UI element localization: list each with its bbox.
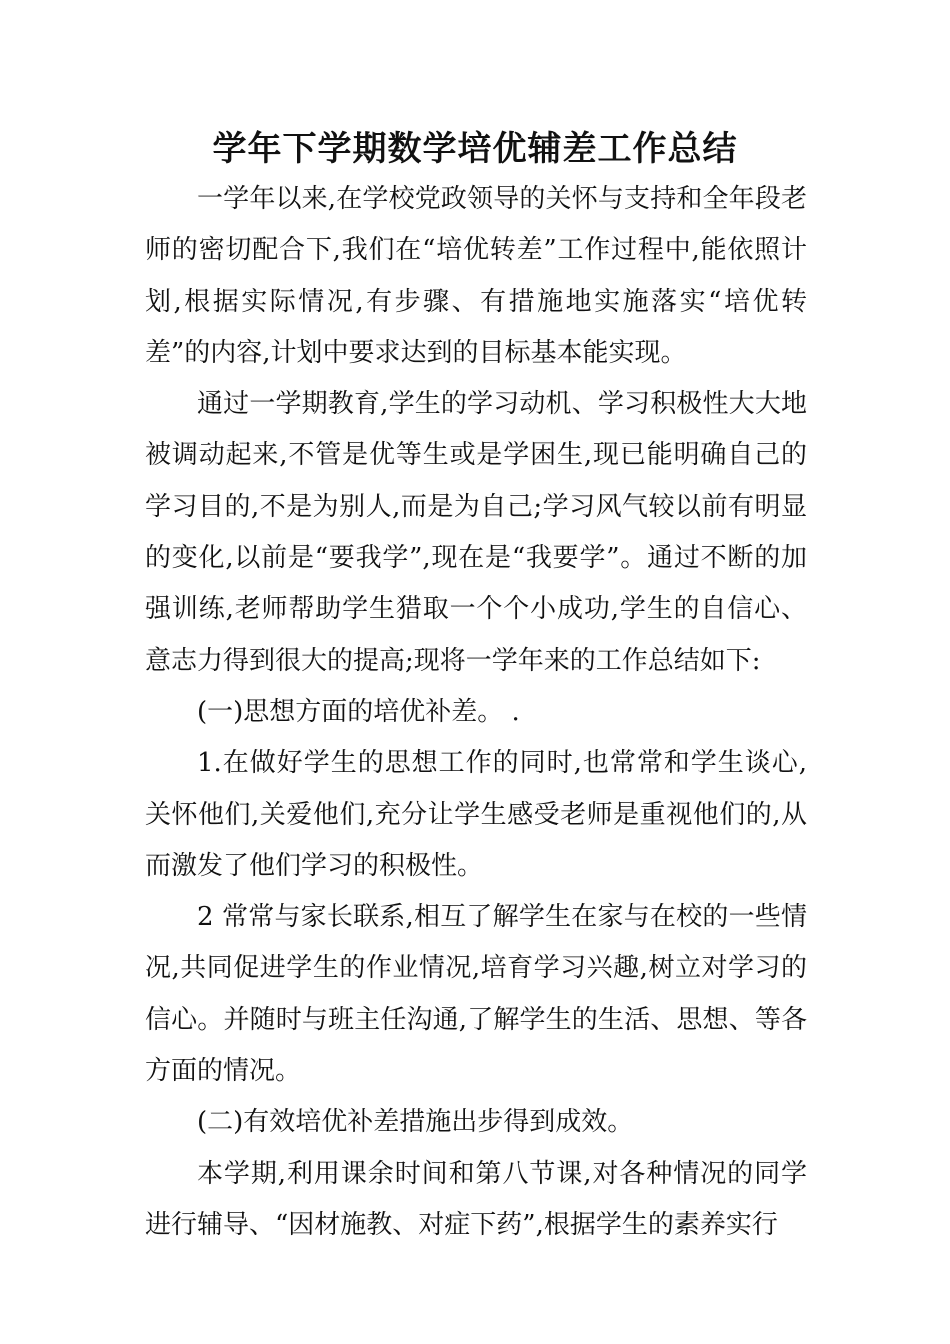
paragraph-item-1: 1.在做好学生的思想工作的同时,也常常和学生谈心,关怀他们,关爱他们,充分让学生感受老师是重视他们的,从而激发了他们学习的积极性。 bbox=[145, 748, 807, 881]
document-body bbox=[145, 174, 807, 1251]
paragraph-overview: 通过一学期教育,学生的学习动机、学习积极性大大地被调动起来,不管是优等生或是学困生,现已能明确自己的学习目的,不是为别人,而是为自己;学习风气较以前有明显的变化,以前是“要我学”,现在是“我要学”。通过不断的加强训练,老师帮助学生猎取一个个小成功,学生的自信心、意志力得到很大的提高;现将一学年来的工作总结如下: bbox=[145, 389, 807, 676]
paragraph-semester: 本学期,利用课余时间和第八节课,对各种情况的同学进行辅导、“因材施教、对症下药”,根据学生的素养实行 bbox=[145, 1158, 807, 1240]
section-heading-2: (二)有效培优补差措施出步得到成效。 bbox=[197, 1107, 634, 1138]
section-heading-1: (一)思想方面的培优补差。 . bbox=[197, 696, 520, 727]
document-title: 学年下学期数学培优辅差工作总结 bbox=[212, 129, 738, 169]
paragraph-intro: 一学年以来,在学校党政领导的关怀与支持和全年段老师的密切配合下,我们在“培优转差”工作过程中,能依照计划,根据实际情况,有步骤、有措施地实施落实“培优转差”的内容,计划中要求达到的目标基本能实现。 bbox=[145, 184, 807, 368]
paragraph-item-2: 2 常常与家长联系,相互了解学生在家与在校的一些情况,共同促进学生的作业情况,培育学习兴趣,树立对学习的信心。并随时与班主任沟通,了解学生的生活、思想、等各方面的情况。 bbox=[145, 902, 807, 1087]
